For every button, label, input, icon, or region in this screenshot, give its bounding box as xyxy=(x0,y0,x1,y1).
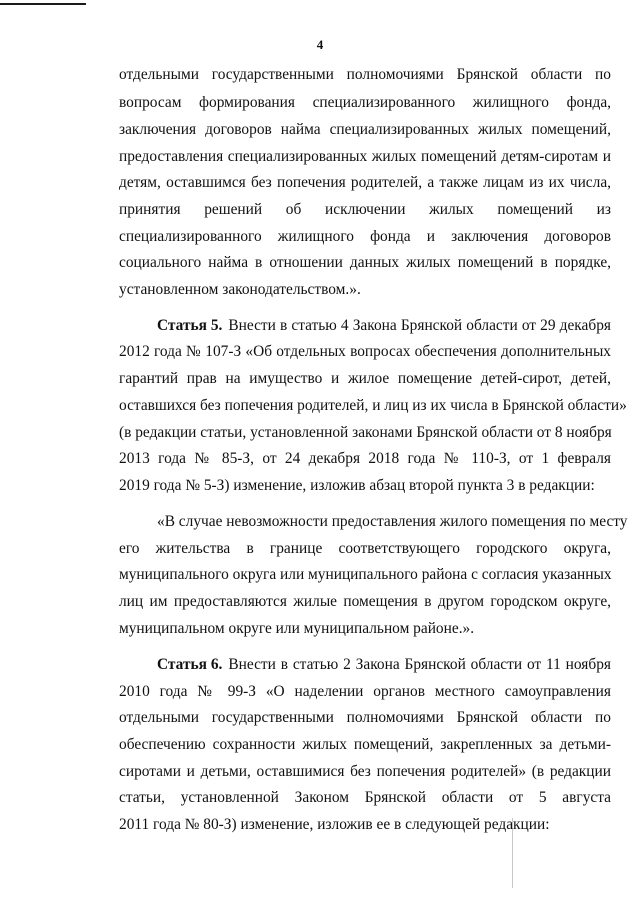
text-line: специализированного жилищного фонда и заключения договоров xyxy=(119,228,611,245)
article-6-label: Статья 6. xyxy=(157,656,223,673)
text-line: принятия решений об исключении жилых помещений из xyxy=(119,201,611,218)
text-line: обеспечению сохранности жилых помещений, закрепленных за детьми- xyxy=(119,736,611,753)
text-line: 2010 года № 99-З «О наделении органов местного самоуправления xyxy=(119,683,611,700)
text-line: муниципального округа или муниципального района с согласия указанных xyxy=(119,566,612,583)
text-line: (в редакции статьи, установленной законами Брянской области от 8 ноября xyxy=(119,424,612,441)
article-5-first-line xyxy=(157,316,611,336)
text-line: предоставления специализированных жилых помещений детям-сиротам и xyxy=(119,148,611,165)
text-line: оставшихся без попечения родителей, и лиц из их числа в Брянской области» xyxy=(119,397,627,414)
text-line: его жительства в границе соответствующего городского округа, xyxy=(119,540,611,557)
article-5-label: Статья 5. xyxy=(157,317,223,334)
page-number: 4 xyxy=(316,37,324,52)
text-line: статьи, установленной Законом Брянской области от 5 августа xyxy=(119,789,611,806)
text-line: 2011 года № 80-З) изменение, изложив ее в следующей редакции: xyxy=(119,816,550,833)
text-line: отдельными государственными полномочиями Брянской области по xyxy=(119,709,611,726)
text-line: 2012 года № 107-З «Об отдельных вопросах обеспечения дополнительных xyxy=(119,343,611,360)
text-line: заключения договоров найма специализированных жилых помещений, xyxy=(119,121,611,138)
text-line: установленном законодательством.». xyxy=(119,281,361,298)
text-line: муниципальном округе или муниципальном районе.». xyxy=(119,620,475,637)
text-line: лиц им предоставляются жилые помещения в другом городском округе, xyxy=(119,593,611,610)
text-line: Внести в статью 2 Закона Брянской области от 11 ноября xyxy=(228,656,611,673)
scan-edge-line xyxy=(0,3,86,5)
text-line: сиротами и детьми, оставшимися без попечения родителей» (в редакции xyxy=(119,763,611,780)
text-line: «В случае невозможности предоставления жилого помещения по месту xyxy=(157,513,628,530)
text-line: отдельными государственными полномочиями Брянской области по xyxy=(119,66,611,83)
text-line: 2019 года № 5-З) изменение, изложив абзац второй пункта 3 в редакции: xyxy=(119,477,595,494)
text-line: детям, оставшимся без попечения родителей, а также лицам из их числа, xyxy=(119,174,611,191)
text-line: гарантий прав на имущество и жилое помещение детей-сирот, детей, xyxy=(119,370,611,387)
text-line: вопросам формирования специализированного жилищного фонда, xyxy=(119,94,611,111)
text-line: Внести в статью 4 Закона Брянской области от 29 декабря xyxy=(228,317,611,334)
article-6-first-line xyxy=(157,655,611,675)
text-line: социального найма в отношении данных жилых помещений в порядке, xyxy=(119,254,611,271)
text-line: 2013 года № 85-З, от 24 декабря 2018 года № 110-З, от 1 февраля xyxy=(119,450,611,467)
